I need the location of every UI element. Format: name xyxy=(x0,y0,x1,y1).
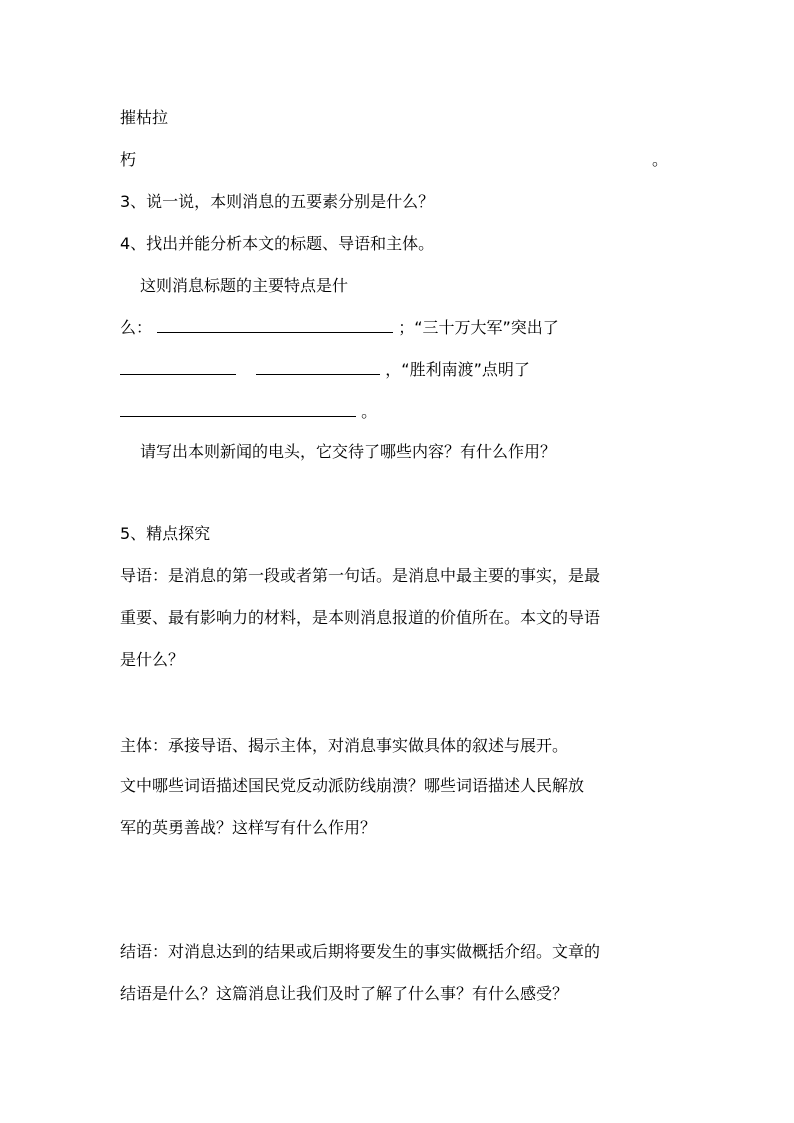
question-4-title-feature: 这则消息标题的主要特点是什 xyxy=(140,276,349,295)
lead-paragraph-line-1: 导语：是消息的第一段或者第一句话。是消息中最主要的事实，是最 xyxy=(120,566,601,585)
lead-paragraph-line-3: 是什么？ xyxy=(120,650,185,669)
text-line-2 xyxy=(120,150,136,170)
label-text: 么： xyxy=(120,318,153,337)
question-5: 5、精点探究 xyxy=(120,524,211,543)
answer-blank[interactable] xyxy=(120,360,236,375)
word-fragment: 朽 xyxy=(120,150,137,169)
label-text: ，“胜利南渡”点明了 xyxy=(385,360,530,379)
body-paragraph-line-2: 文中哪些词语描述国民党反动派防线崩溃？哪些词语描述人民解放 xyxy=(120,776,585,795)
body-paragraph-line-1: 主体：承接导语、揭示主体，对消息事实做具体的叙述与展开。 xyxy=(120,736,569,755)
answer-blank[interactable] xyxy=(157,318,393,333)
lead-paragraph-line-2: 重要、最有影响力的材料，是本则消息报道的价值所在。本文的导语 xyxy=(120,608,601,627)
question-4-line-c xyxy=(120,360,530,380)
label-text: 。 xyxy=(361,402,378,421)
question-3: 3、说一说，本则消息的五要素分别是什么？ xyxy=(120,192,435,211)
answer-blank[interactable] xyxy=(120,402,356,417)
question-4-line-b xyxy=(120,318,559,338)
question-4-line-d xyxy=(120,402,377,422)
question-4-dateline: 请写出本则新闻的电头，它交待了哪些内容？有什么作用？ xyxy=(140,442,557,461)
ending-paragraph-line-1: 结语：对消息达到的结果或后期将要发生的事实做概括介绍。文章的 xyxy=(120,942,601,961)
answer-blank[interactable] xyxy=(256,360,380,375)
ending-paragraph-line-2: 结语是什么？这篇消息让我们及时了解了什么事？有什么感受？ xyxy=(120,984,569,1003)
label-text: ；“三十万大军”突出了 xyxy=(398,318,559,337)
body-paragraph-line-3: 军的英勇善战？这样写有什么作用？ xyxy=(120,818,377,837)
question-4: 4、找出并能分析本文的标题、导语和主体。 xyxy=(120,234,435,253)
text-line-1: 摧枯拉 xyxy=(120,108,169,127)
period-mark: 。 xyxy=(652,150,669,169)
